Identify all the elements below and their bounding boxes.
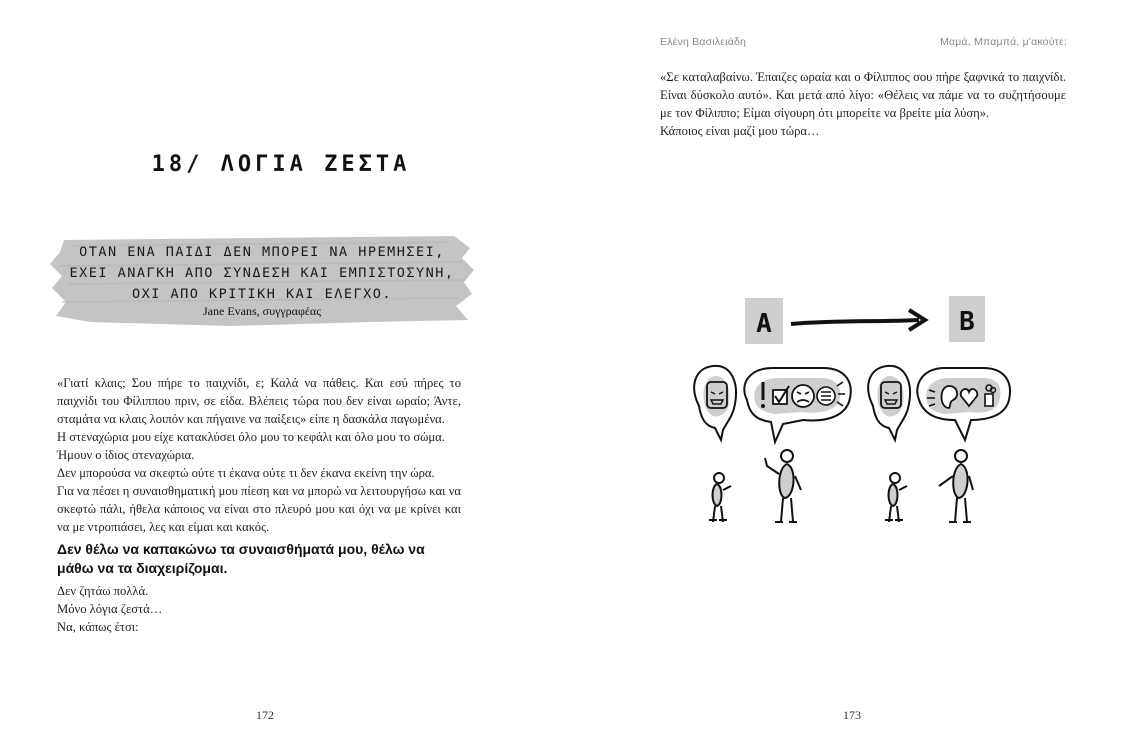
page-number: 173 [843, 708, 861, 722]
adult-speech-bubble [744, 368, 850, 442]
child-thought-bubble [694, 366, 736, 440]
paragraph: Κάποιος είναι μαζί μου τώρα… [660, 124, 820, 138]
child-figure-b [885, 473, 907, 522]
label-a-box [745, 298, 783, 344]
child-figure [709, 473, 731, 522]
epigraph-line: ΟΤΑΝ ΕΝΑ ΠΑΙΔΙ ΔΕΝ ΜΠΟΡΕΙ ΝΑ ΗΡΕΜΗΣΕΙ, [79, 244, 445, 260]
paragraph: «Σε καταλαβαίνω. Έπαιζες ωραία και ο Φίλιππος σου πήρε ξαφνικά το παιχνίδι. Είναι δύσκολο αυτό». Και μετά από λίγο: «Θέλεις να πάμε να το συζητήσουμε με τον Φίλιππο; Είμαι σίγουρη ότι μπορείτε να βρείτε μία λύση». [660, 70, 1066, 120]
paragraph: Η στεναχώρια μου είχε κατακλύσει όλο μου το κεφάλι και όλο μου το σώμα. [57, 430, 445, 444]
body-text [57, 374, 461, 636]
paragraph: Ήμουν ο ίδιος στεναχώρια. [57, 448, 195, 462]
illustration [683, 290, 1013, 540]
chapter-title: 18/ ΛΟΓΙΑ ΖΕΣΤΑ [151, 152, 411, 177]
epigraph [50, 236, 474, 326]
paragraph: Να, κάπως έτσι: [57, 620, 139, 634]
paragraph: Για να πέσει η συναισθηματική μου πίεση και να μπορώ να λειτουργήσω και να σκεφτώ πάλι, ήθελα κάποιος να είναι στο πλευρό μου και όχι να με κρίνει και να με ντροπιάσει, λες και είμαι και κακός. [57, 484, 461, 534]
page-number: 172 [256, 708, 274, 722]
running-head-author: Ελένη Βασιλειάδη [660, 36, 747, 48]
arrow-right-icon [791, 310, 925, 330]
left-page [0, 0, 562, 754]
epigraph-line: ΟΧΙ ΑΠΟ ΚΡΙΤΙΚΗ ΚΑΙ ΕΛΕΓΧΟ. [132, 286, 392, 302]
emphasis-statement: Δεν θέλω να καπακώνω τα συναισθήματά μου, θέλω να μάθω να τα διαχειρίζομαι. [57, 541, 425, 576]
running-head-title: Μαμά, Μπαμπά, μ'ακούτε; [940, 36, 1067, 48]
label-b-box [949, 296, 985, 342]
epigraph-text [50, 242, 474, 305]
label-b: B [959, 307, 975, 337]
illustration-drawing [683, 290, 1013, 540]
body-text [660, 68, 1066, 140]
label-a: A [756, 309, 772, 339]
paragraph: Μόνο λόγια ζεστά… [57, 602, 163, 616]
adult-figure [765, 450, 801, 522]
paragraph: Δεν ζητάω πολλά. [57, 584, 149, 598]
adult-speech-bubble-b [917, 368, 1010, 440]
right-page [563, 0, 1125, 754]
angry-face-icon [792, 385, 814, 407]
paragraph: Δεν μπορούσα να σκεφτώ ούτε τι έκανα ούτε τι δεν έκανα εκείνη την ώρα. [57, 466, 435, 480]
adult-figure-b [939, 450, 973, 522]
child-thought-bubble-b [868, 366, 910, 440]
epigraph-line: ΕΧΕΙ ΑΝΑΓΚΗ ΑΠΟ ΣΥΝΔΕΣΗ ΚΑΙ ΕΜΠΙΣΤΟΣΥΝΗ, [69, 265, 455, 281]
epigraph-author: Jane Evans, συγγραφέας [203, 304, 321, 318]
paragraph: «Γιατί κλαις; Σου πήρε το παιχνίδι, ε; Καλά να πάθεις. Και εσύ πήρες το παιχνίδι του Φίλιππου πριν, σε είδα. Βλέπεις τώρα που δεν είναι ωραίο; Άντε, σταμάτα να κλαις λοιπόν και πήγαινε να παίξεις» είπε η δασκάλα παγωμένα. [57, 376, 461, 426]
